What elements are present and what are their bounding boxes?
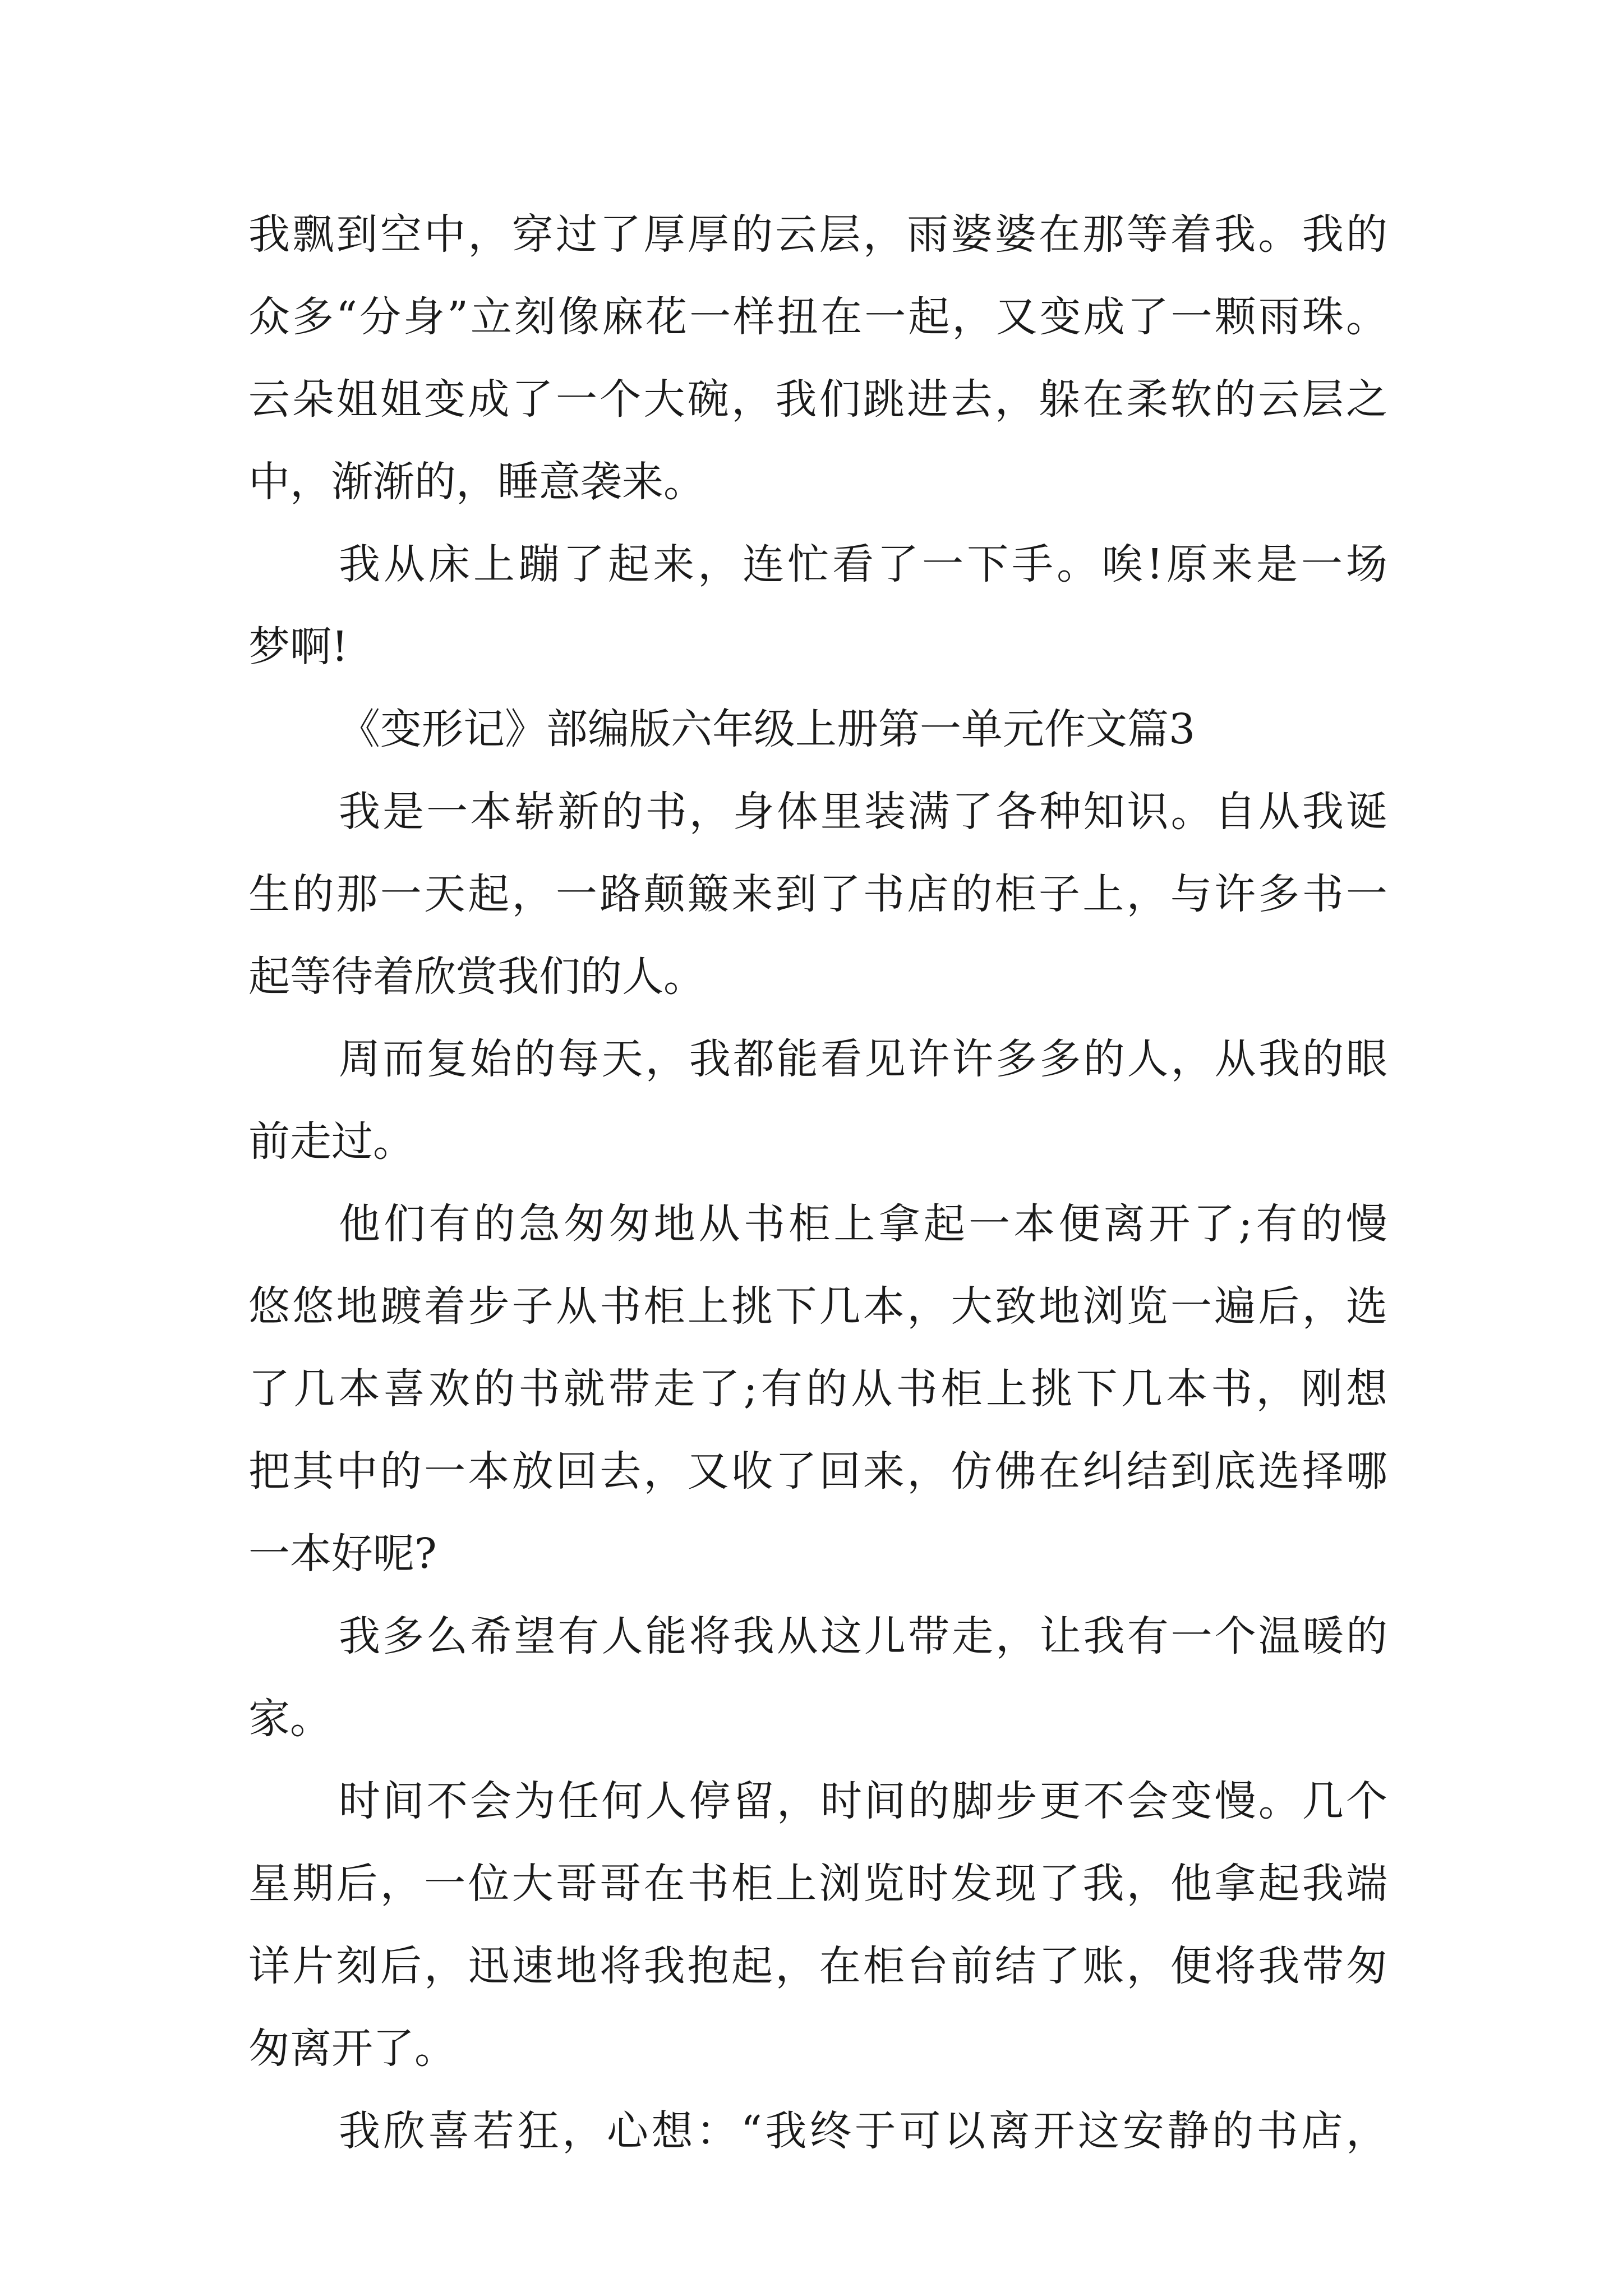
text-line: 前走过。 [248, 1117, 414, 1166]
section-heading: 《变形记》部编版六年级上册第一单元作文篇3 [339, 705, 1196, 753]
text-line: 中，渐渐的，睡意袭来。 [248, 458, 705, 506]
text-line: 把其中的一本放回去，又收了回来，仿佛在纠结到底选择哪 [248, 1447, 1387, 1496]
text-line: 了几本喜欢的书就带走了;有的从书柜上挑下几本书，刚想 [248, 1365, 1387, 1413]
text-line: 匆离开了。 [248, 2024, 456, 2073]
text-line: 起等待着欣赏我们的人。 [248, 953, 705, 1001]
text-line: 生的那一天起，一路颠簸来到了书店的柜子上，与许多书一 [248, 870, 1387, 918]
text-line: 我飘到空中，穿过了厚厚的云层，雨婆婆在那等着我。我的 [248, 210, 1387, 259]
paragraph-first-line: 周而复始的每天，我都能看见许许多多的人，从我的眼 [339, 1035, 1387, 1083]
text-line: 详片刻后，迅速地将我抱起，在柜台前结了账，便将我带匆 [248, 1942, 1387, 1990]
paragraph-first-line: 他们有的急匆匆地从书柜上拿起一本便离开了;有的慢 [339, 1200, 1387, 1248]
text-line: 星期后，一位大哥哥在书柜上浏览时发现了我，他拿起我端 [248, 1860, 1387, 1908]
paragraph-first-line: 我是一本崭新的书，身体里装满了各种知识。自从我诞 [339, 788, 1387, 836]
paragraph-first-line: 我多么希望有人能将我从这儿带走，让我有一个温暖的 [339, 1612, 1387, 1660]
text-line: 众多“分身”立刻像麻花一样扭在一起，又变成了一颗雨珠。 [248, 293, 1387, 341]
paragraph-first-line: 时间不会为任何人停留，时间的脚步更不会变慢。几个 [339, 1777, 1387, 1825]
text-line: 一本好呢? [248, 1530, 437, 1578]
text-line: 家。 [248, 1695, 331, 1743]
text-line: 悠悠地踱着步子从书柜上挑下几本，大致地浏览一遍后，选 [248, 1282, 1387, 1331]
text-line: 云朵姐姐变成了一个大碗，我们跳进去，躲在柔软的云层之 [248, 375, 1387, 424]
paragraph-first-line: 我从床上蹦了起来，连忙看了一下手。唉!原来是一场 [339, 540, 1387, 588]
paragraph-first-line: 我欣喜若狂，心想：“我终于可以离开这安静的书店， [339, 2107, 1387, 2155]
text-line: 梦啊! [248, 623, 348, 671]
